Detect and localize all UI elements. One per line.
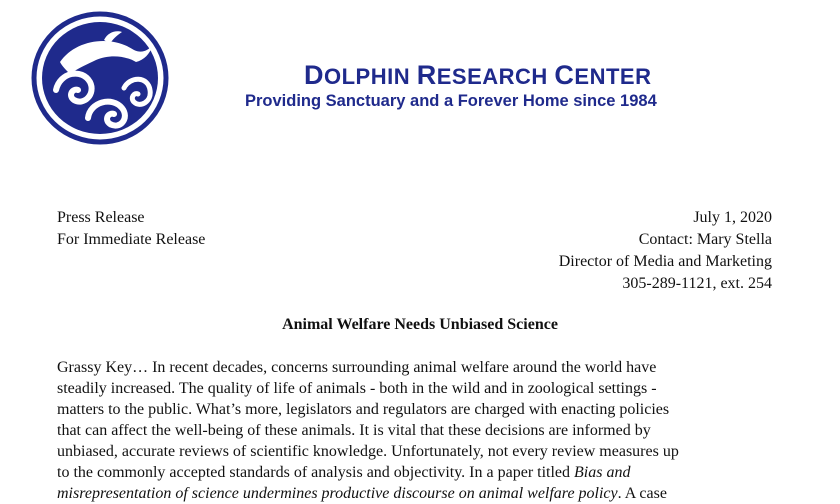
release-type: Press Release bbox=[57, 209, 145, 226]
body-paragraph bbox=[57, 357, 775, 504]
contact-info bbox=[559, 207, 772, 295]
org-name-initial-r: R bbox=[416, 60, 437, 90]
contact-title: Director of Media and Marketing bbox=[558, 253, 772, 270]
org-name-part: ESEARCH bbox=[436, 64, 555, 89]
org-name-initial-c: C bbox=[554, 60, 575, 90]
body-line bbox=[57, 483, 775, 504]
dolphin-logo-icon bbox=[30, 10, 170, 146]
body-text-segment: . A case bbox=[617, 485, 667, 502]
contact-name: Contact: Mary Stella bbox=[638, 231, 772, 248]
contact-phone: 305-289-1121, ext. 254 bbox=[622, 275, 772, 292]
paper-title-part: misrepresentation of science undermines productive discourse on animal welfare policy bbox=[57, 485, 618, 502]
tagline: Providing Sanctuary and a Forever Home since 1984 bbox=[245, 92, 657, 110]
release-timing: For Immediate Release bbox=[57, 231, 206, 248]
org-name-part: ENTER bbox=[574, 64, 652, 89]
org-name bbox=[304, 60, 651, 91]
paper-title-part: Bias and bbox=[574, 464, 631, 481]
org-name-part: OLPHIN bbox=[324, 64, 417, 89]
release-date: July 1, 2020 bbox=[693, 209, 772, 226]
body-line: unbiased, accurate reviews of scientific knowledge. Unfortunately, not every review measures up bbox=[57, 443, 679, 460]
org-name-initial-d: D bbox=[304, 60, 324, 90]
headline: Animal Welfare Needs Unbiased Science bbox=[282, 316, 558, 333]
body-line: steadily increased. The quality of life of animals - both in the wild and in zoological settings - bbox=[57, 380, 657, 397]
body-text-segment: to the commonly accepted standards of analysis and objectivity. In a paper titled bbox=[57, 464, 575, 481]
body-line: matters to the public. What’s more, legislators and regulators are charged with enacting policies bbox=[57, 401, 670, 418]
body-line bbox=[57, 462, 775, 483]
release-info bbox=[57, 207, 205, 251]
body-line: that can affect the well-being of these animals. It is vital that these decisions are informed by bbox=[57, 422, 651, 439]
body-line: Grassy Key… In recent decades, concerns surrounding animal welfare around the world have bbox=[57, 359, 657, 376]
